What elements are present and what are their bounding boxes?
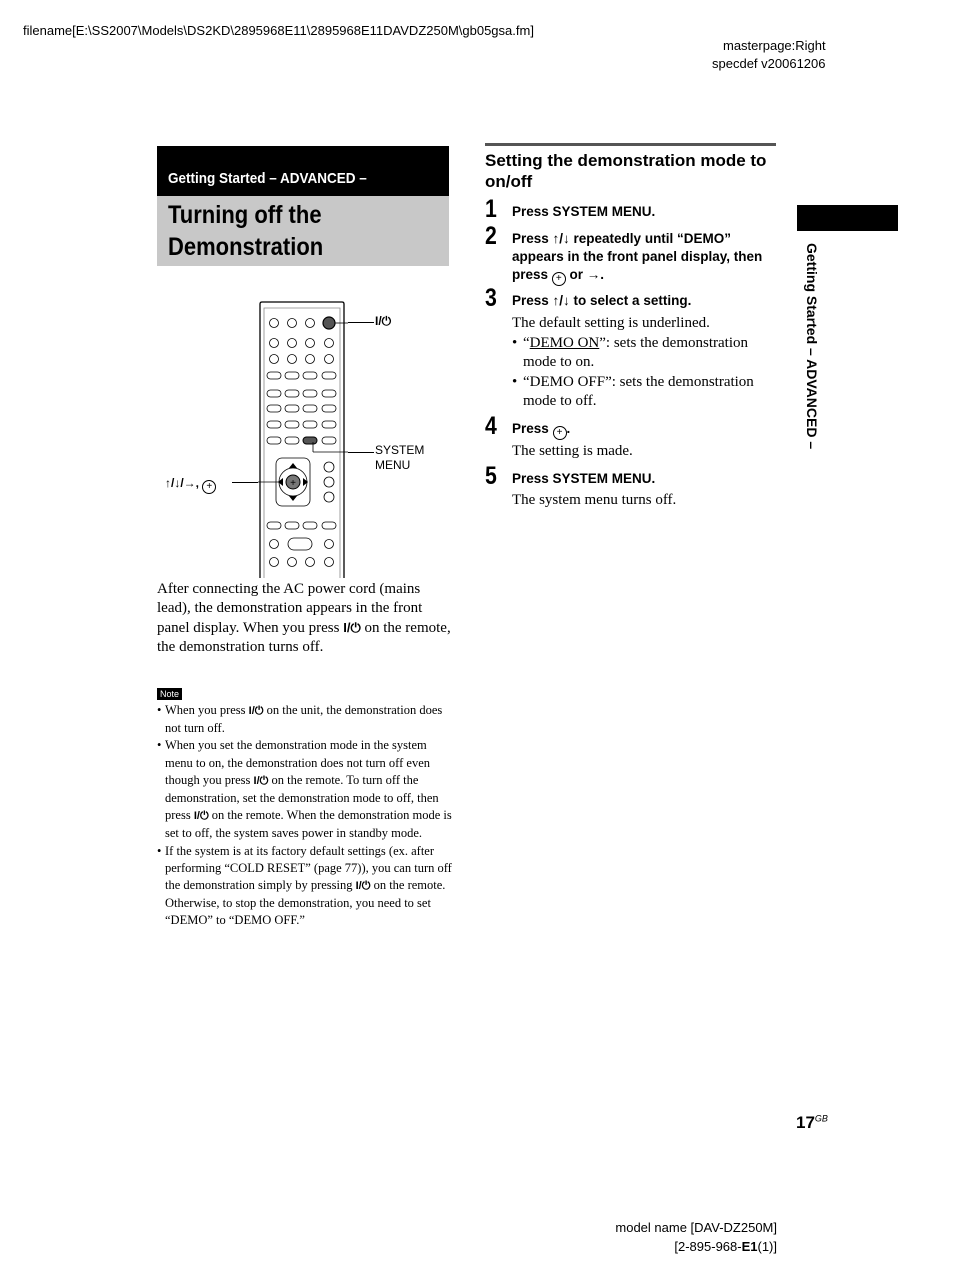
page-title: Turning off the Demonstration (168, 201, 324, 261)
step-text: Press SYSTEM MENU. (512, 204, 656, 219)
power-icon: I/⏻ (343, 620, 361, 635)
step-number: 4 (485, 412, 497, 440)
system-menu-label: SYSTEM MENU (375, 443, 425, 472)
step-body: The system menu turns off. (512, 492, 677, 508)
step-body: The default setting is underlined. • “DEMO ON”: sets the demonstration mode to on. • “DEMO OFF”: sets the demonstration mode to off. (512, 314, 772, 412)
footer-model: model name [DAV-DZ250M] [2-895-968-E1(1)] (615, 1220, 777, 1254)
option-demo-off: • “DEMO OFF”: sets the demonstration mode to off. (512, 373, 772, 412)
side-section-label: Getting Started – ADVANCED – (804, 243, 820, 450)
filename-header: filename[E:\SS2007\Models\DS2KD\2895968E11\2895968E11DAVDZ250M\gb05gsa.fm] (23, 23, 534, 38)
arrows-leader-line (232, 482, 258, 483)
specdef-header: specdef v20061206 (712, 56, 826, 71)
page-number: $17^{GB}$ (796, 1113, 828, 1132)
enter-icon: + (553, 426, 567, 440)
subheading-rule (485, 143, 776, 146)
system-menu-leader-line (348, 452, 374, 453)
step-text: Press ↑/↓ repeatedly until “DEMO” appears in the front panel display, then press + or →. (512, 231, 763, 284)
note-item: • If the system is at its factory default settings (ex. after performing “COLD RESET” (page 77)), you can turn off the demonstration simply by pressing I/⏻ on the remote. Otherwise, to stop the demonstration, you need to set “DEMO” to “DEMO OFF.” (157, 843, 452, 930)
notes-list (157, 702, 452, 930)
remote-control-illustration (258, 300, 348, 578)
option-demo-on: • “DEMO ON”: sets the demonstration mode to on. (512, 334, 772, 373)
note-item: • When you press I/⏻ on the unit, the demonstration does not turn off. (157, 702, 452, 737)
step-number: 1 (485, 195, 497, 223)
section-label: Getting Started – ADVANCED – (168, 170, 367, 187)
step-text: Press SYSTEM MENU. (512, 471, 656, 486)
step-body: The setting is made. (512, 443, 633, 459)
power-button-label: I/⏻ (375, 314, 392, 328)
subheading: Setting the demonstration mode to on/off (485, 151, 767, 191)
masterpage-header: masterpage:Right (723, 38, 826, 53)
step-number: 3 (485, 284, 497, 312)
step-number: 5 (485, 462, 497, 490)
enter-icon: + (202, 480, 216, 494)
step-text: Press ↑/↓ to select a setting. (512, 293, 692, 308)
side-tab (797, 205, 898, 231)
step-text: Press + . (512, 421, 571, 438)
svg-text:+: + (290, 478, 296, 489)
intro-paragraph: After connecting the AC power cord (mains lead), the demonstration appears in the front panel display. When you press I/⏻ on the remote, the demonstration turns off. (157, 581, 451, 655)
power-leader-line (348, 322, 374, 323)
note-item: • When you set the demonstration mode in the system menu to on, the demonstration does not turn off even though you press I/⏻ on the remote. To turn off the demonstration, set the demonstration mode to off, then press I/⏻ on the remote. When the demonstration mode is set to off, the system saves power in standby mode. (157, 737, 452, 842)
arrows-enter-label: ↑/↓/→, + (165, 476, 216, 494)
step-number: 2 (485, 222, 497, 250)
note-badge: Note (157, 688, 182, 700)
enter-icon: + (552, 272, 566, 286)
